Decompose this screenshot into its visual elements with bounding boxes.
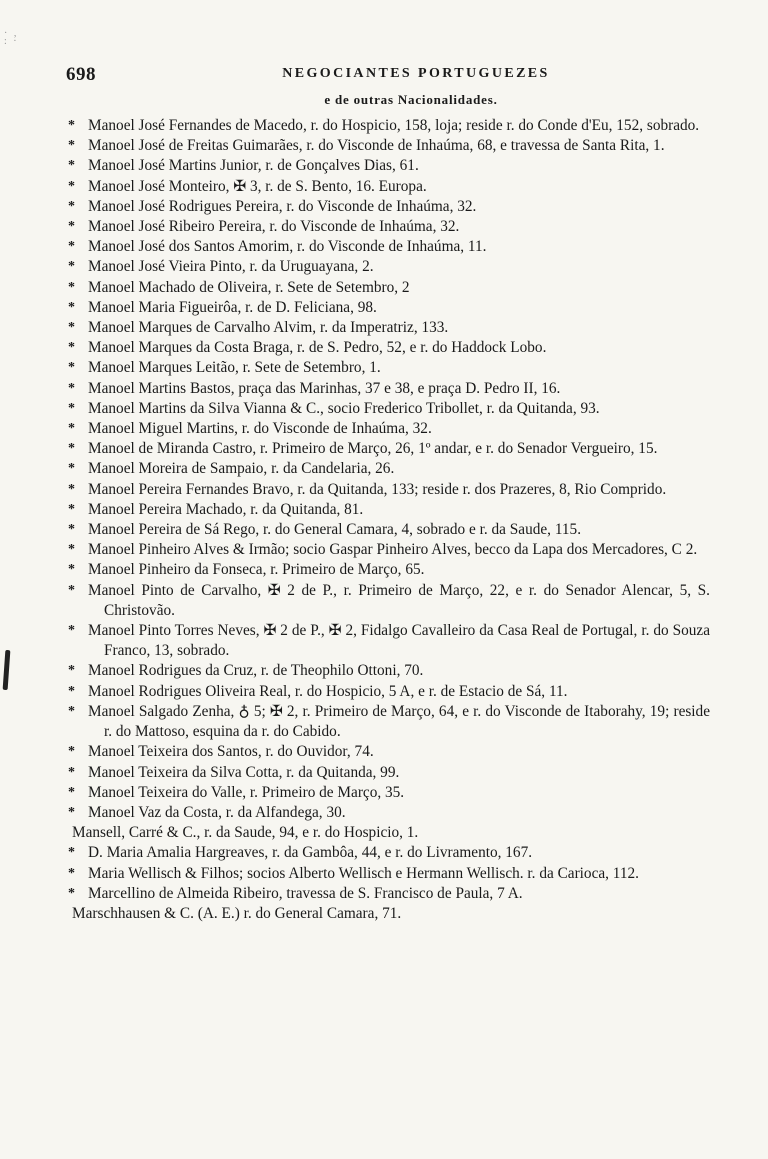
entry-text: Manoel Teixeira da Silva Cotta, r. da Quitanda, 99.	[88, 763, 400, 781]
asterisk-mark: *	[68, 845, 75, 861]
entry-text: Manoel Teixeira dos Santos, r. do Ouvidor, 74.	[88, 743, 374, 761]
directory-entry	[70, 399, 710, 419]
entry-text: Manoel Marques Leitão, r. Sete de Setembro, 1.	[88, 359, 381, 377]
entry-text: Manoel José de Freitas Guimarães, r. do Visconde de Inhaúma, 68, e travessa de Santa Rita, 1.	[88, 137, 665, 155]
entry-text: Manoel Pinto de Carvalho, ✠ 2 de P., r. Primeiro de Março, 22, e r. do Senador Alencar, 5, S. Christovão.	[88, 581, 710, 619]
directory-entry	[70, 803, 710, 823]
directory-entry	[70, 742, 710, 762]
directory-entry	[70, 156, 710, 176]
directory-entry	[70, 763, 710, 783]
asterisk-mark: *	[68, 158, 75, 174]
page-header	[66, 64, 726, 86]
entry-text: D. Maria Amalia Hargreaves, r. da Gambôa, 44, e r. do Livramento, 167.	[88, 844, 533, 862]
entry-text: Manoel Miguel Martins, r. do Visconde de Inhaúma, 32.	[88, 420, 432, 438]
directory-entry	[70, 560, 710, 580]
entry-text: Manoel Rodrigues da Cruz, r. de Theophilo Ottoni, 70.	[88, 662, 424, 680]
directory-entry	[70, 217, 710, 237]
asterisk-mark: *	[68, 239, 75, 255]
entry-text: Maria Wellisch & Filhos; socios Alberto Wellisch e Hermann Wellisch. r. da Carioca, 112.	[88, 864, 640, 882]
asterisk-mark: *	[68, 562, 75, 578]
directory-entry	[70, 843, 710, 863]
directory-entry	[70, 338, 710, 358]
entry-text: Manoel Maria Figueirôa, r. de D. Feliciana, 98.	[88, 298, 377, 316]
entry-text: Manoel Marques da Costa Braga, r. de S. Pedro, 52, e r. do Haddock Lobo.	[88, 339, 547, 357]
directory-entry	[70, 884, 710, 904]
directory-entry	[70, 419, 710, 439]
asterisk-mark: *	[68, 744, 75, 760]
directory-entry	[70, 520, 710, 540]
entry-text: Manoel José Ribeiro Pereira, r. do Visconde de Inhaúma, 32.	[88, 218, 460, 236]
asterisk-mark: *	[68, 885, 75, 901]
asterisk-mark: *	[68, 582, 75, 598]
entry-text: Manoel José Fernandes de Macedo, r. do Hospicio, 158, loja; reside r. do Conde d'Eu, 152, sobrado.	[88, 117, 700, 134]
asterisk-mark: *	[68, 340, 75, 356]
entry-text: Manoel Vaz da Costa, r. da Alfandega, 30.	[88, 803, 346, 821]
entry-text: Manoel Teixeira do Valle, r. Primeiro de Março, 35.	[88, 783, 405, 801]
asterisk-mark: *	[68, 360, 75, 376]
directory-entry	[70, 379, 710, 399]
entry-text: Manoel Pinheiro Alves & Irmão; socio Gaspar Pinheiro Alves, becco da Lapa dos Mercadores, C 2.	[88, 541, 698, 559]
directory-entry	[70, 116, 710, 136]
asterisk-mark: *	[68, 178, 75, 194]
entry-text: Manoel José Martins Junior, r. de Gonçalves Dias, 61.	[88, 157, 419, 175]
directory-entry	[70, 358, 710, 378]
asterisk-mark: *	[68, 623, 75, 639]
entry-text: Mansell, Carré & C., r. da Saude, 94, e r. do Hospicio, 1.	[72, 824, 419, 842]
entry-text: Manoel Pereira Fernandes Bravo, r. da Quitanda, 133; reside r. dos Prazeres, 8, Rio Comprido.	[88, 480, 667, 498]
asterisk-mark: *	[68, 198, 75, 214]
asterisk-mark: *	[68, 764, 75, 780]
margin-marks: · , : ·	[4, 28, 19, 47]
directory-entry	[70, 702, 710, 742]
entry-text: Manoel José Rodrigues Pereira, r. do Visconde de Inhaúma, 32.	[88, 197, 477, 215]
asterisk-mark: *	[68, 400, 75, 416]
page-number: 698	[66, 64, 96, 85]
asterisk-mark: *	[68, 703, 75, 719]
section-subtitle: e de outras Nacionalidades.	[324, 92, 498, 107]
directory-entry	[70, 459, 710, 479]
directory-entry	[70, 661, 710, 681]
asterisk-mark: *	[68, 663, 75, 679]
entry-text: Marcellino de Almeida Ribeiro, travessa de S. Francisco de Paula, 7 A.	[88, 884, 523, 902]
asterisk-mark: *	[68, 118, 75, 133]
asterisk-mark: *	[68, 804, 75, 820]
asterisk-mark: *	[68, 320, 75, 336]
ink-stain	[3, 650, 11, 690]
entry-text: Manoel Pereira de Sá Rego, r. do General Camara, 4, sobrado e r. da Saude, 115.	[88, 521, 582, 539]
directory-entry	[70, 237, 710, 257]
asterisk-mark: *	[68, 865, 75, 881]
directory-entry	[70, 540, 710, 560]
entry-text: Manoel Marques de Carvalho Alvim, r. da Imperatriz, 133.	[88, 319, 449, 337]
directory-entry	[70, 500, 710, 520]
entry-text: Manoel Rodrigues Oliveira Real, r. do Hospicio, 5 A, e r. de Estacio de Sá, 11.	[88, 682, 568, 700]
running-title: NEGOCIANTES PORTUGUEZES	[282, 66, 550, 81]
directory-entry	[70, 682, 710, 702]
entry-text: Manoel José Vieira Pinto, r. da Uruguayana, 2.	[88, 258, 374, 276]
entry-text: Manoel José dos Santos Amorim, r. do Visconde de Inhaúma, 11.	[88, 238, 487, 256]
directory-entry	[70, 278, 710, 298]
asterisk-mark: *	[68, 481, 75, 497]
directory-entry	[70, 480, 710, 500]
directory-entry	[70, 621, 710, 661]
directory-entry	[70, 257, 710, 277]
asterisk-mark: *	[68, 784, 75, 800]
directory-entry	[70, 439, 710, 459]
entry-text: Manoel Pinheiro da Fonseca, r. Primeiro de Março, 65.	[88, 561, 425, 579]
asterisk-mark: *	[68, 421, 75, 437]
entry-text: Marschhausen & C. (A. E.) r. do General Camara, 71.	[72, 904, 402, 922]
entry-text: Manoel Pereira Machado, r. da Quitanda, 81.	[88, 500, 364, 518]
asterisk-mark: *	[68, 542, 75, 558]
directory-entry	[70, 783, 710, 803]
entry-text: Manoel de Miranda Castro, r. Primeiro de Março, 26, 1º andar, e r. do Senador Vergueiro, 15.	[88, 440, 658, 458]
asterisk-mark: *	[68, 441, 75, 457]
asterisk-mark: *	[68, 501, 75, 517]
asterisk-mark: *	[68, 279, 75, 295]
directory-entries	[70, 116, 710, 924]
asterisk-mark: *	[68, 219, 75, 235]
directory-entry	[70, 823, 710, 843]
entry-text: Manoel Pinto Torres Neves, ✠ 2 de P., ✠ 2, Fidalgo Cavalleiro da Casa Real de Portugal, r. do Souza Franco, 13, sobrado.	[88, 622, 710, 660]
directory-entry	[70, 864, 710, 884]
entry-text: Manoel José Monteiro, ✠ 3, r. de S. Bento, 16. Europa.	[88, 177, 427, 195]
asterisk-mark: *	[68, 522, 75, 538]
asterisk-mark: *	[68, 380, 75, 396]
directory-entry	[70, 177, 710, 197]
directory-entry	[70, 904, 710, 924]
directory-entry	[70, 197, 710, 217]
asterisk-mark: *	[68, 461, 75, 477]
entry-text: Manoel Moreira de Sampaio, r. da Candelaria, 26.	[88, 460, 395, 478]
asterisk-mark: *	[68, 259, 75, 275]
entry-text: Manoel Machado de Oliveira, r. Sete de Setembro, 2	[88, 278, 410, 296]
entry-text: Manoel Salgado Zenha, ♁ 5; ✠ 2, r. Primeiro de Março, 64, e r. do Visconde de Itaborahy, 19; reside r. do Mattoso, esquina da r. do Cabido.	[88, 702, 710, 741]
directory-entry	[70, 136, 710, 156]
directory-entry	[70, 318, 710, 338]
asterisk-mark: *	[68, 299, 75, 315]
directory-entry	[70, 581, 710, 621]
asterisk-mark: *	[68, 683, 75, 699]
directory-entry	[70, 298, 710, 318]
entry-text: Manoel Martins da Silva Vianna & C., socio Frederico Tribollet, r. da Quitanda, 93.	[88, 399, 600, 417]
asterisk-mark: *	[68, 138, 75, 154]
entry-text: Manoel Martins Bastos, praça das Marinhas, 37 e 38, e praça D. Pedro II, 16.	[88, 379, 561, 397]
